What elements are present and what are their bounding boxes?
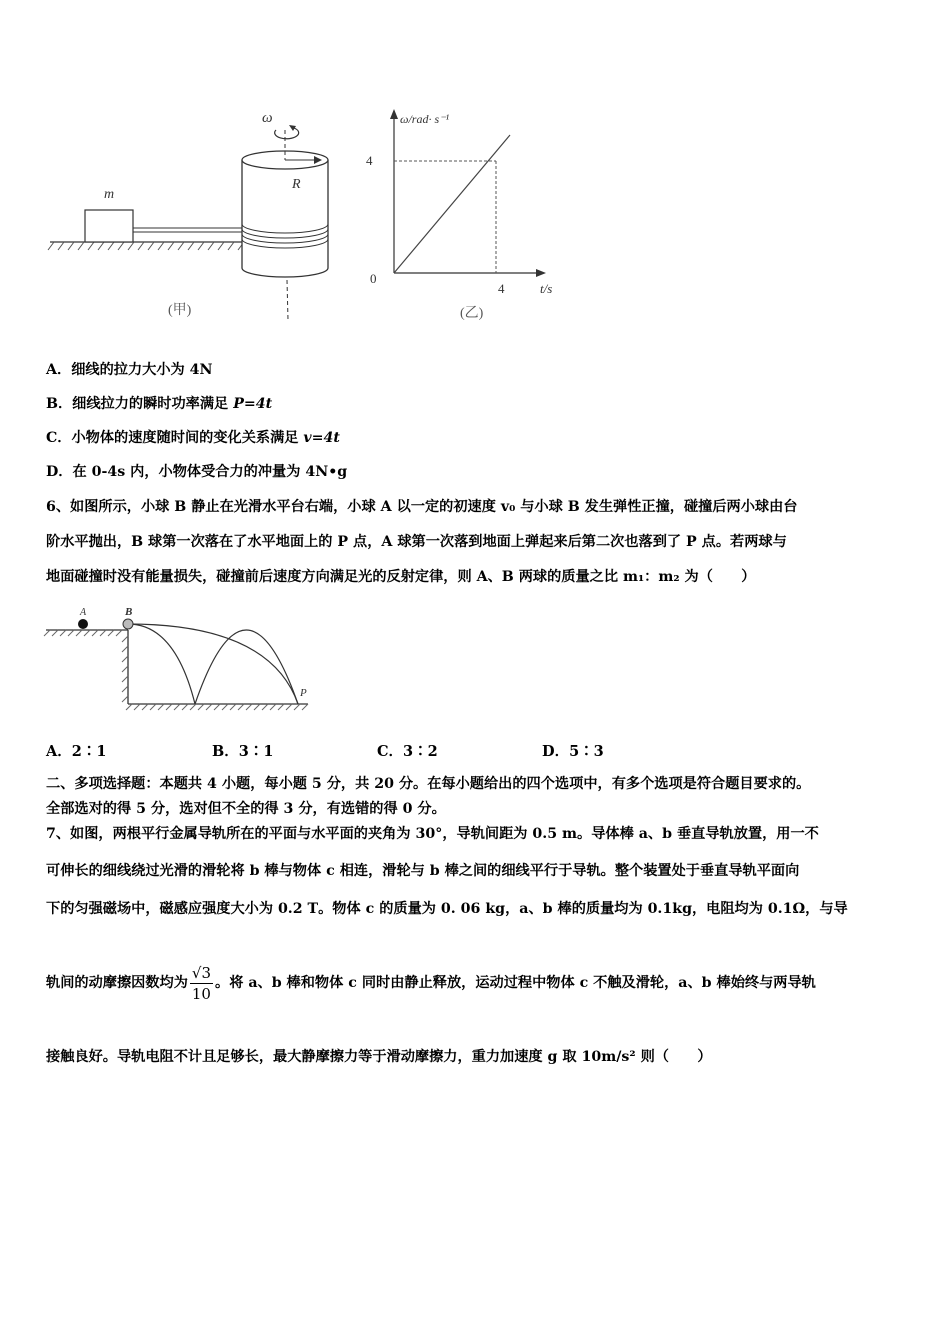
ball-b [123, 619, 133, 629]
section2-heading-line-1: 二、多项选择题：本题共 4 小题，每小题 5 分，共 20 分。在每小题给出的四个选项中，有多个选项是符合题目要求的。 [46, 776, 811, 792]
rotating-cylinder [242, 125, 328, 320]
graph-tick-x: 4 [498, 281, 505, 296]
trajectory-a-bounce [195, 630, 298, 704]
figure-yi-graph [360, 105, 580, 325]
caption-jia: (甲) [168, 303, 192, 318]
mass-label: m [104, 187, 115, 202]
trajectory-b [128, 624, 298, 704]
q6-option-a: A．2∶1 [46, 743, 107, 760]
q5-option-d: D．在 0-4s 内，小物体受合力的冲量为 4N•g [46, 464, 348, 480]
label-p: P [300, 687, 307, 699]
trajectory-a-first [128, 624, 195, 704]
friction-fraction [190, 963, 213, 1004]
q7-line-4-suffix: 。将 a、b 棒和物体 c 同时由静止释放，运动过程中物体 c 不触及滑轮，a、b 棒始终与两导轨 [215, 975, 816, 991]
q7-text-line-2: 可伸长的细线绕过光滑的滑轮将 b 棒与物体 c 相连，滑轮与 b 棒之间的细线平行于导轨。整个装置处于垂直导轨平面向 [46, 863, 800, 879]
graph-tick-y: 4 [366, 153, 373, 168]
block-m [85, 210, 133, 242]
ball-a [78, 619, 88, 629]
q5-option-a: A．细线的拉力大小为 4N [46, 362, 213, 378]
label-a: A [80, 607, 87, 618]
fraction-numerator: √3 [191, 963, 211, 982]
q6-option-d: D．5∶3 [542, 743, 604, 760]
graph-x-axis-label: t/s [540, 281, 553, 296]
section2-heading-line-2: 全部选对的得 5 分，选对但不全的得 3 分，有选错的得 0 分。 [46, 801, 446, 817]
caption-yi: (乙) [460, 306, 484, 321]
q5-option-c-text: C．小物体的速度随时间的变化关系满足 [46, 430, 304, 446]
radius-label: R [292, 177, 301, 192]
q6-option-b: B．3∶1 [212, 743, 274, 760]
label-b: B [125, 606, 133, 618]
q5-option-c [46, 428, 340, 448]
omega-t-line [394, 135, 510, 273]
q5-option-b-text: B．细线拉力的瞬时功率满足 [46, 396, 234, 412]
q7-text-line-1: 7、如图，两根平行金属导轨所在的平面与水平面的夹角为 30°，导轨间距为 0.5 m。导体棒 a、b 垂直导轨放置，用一不 [46, 826, 819, 842]
q6-text-line-1: 6、如图所示，小球 B 静止在光滑水平台右端，小球 A 以一定的初速度 v₀ 与小球 B 发生弹性正撞，碰撞后两小球由台 [46, 499, 798, 515]
q6-text-line-2: 阶水平抛出，B 球第一次落在了水平地面上的 P 点，A 球第一次落到地面上弹起来后第二次也落到了 P 点。若两球与 [46, 534, 787, 550]
figure-jia [40, 100, 360, 325]
q6-option-c: C．3∶2 [377, 743, 438, 760]
graph-y-axis-label: ω/rad· s⁻¹ [400, 112, 450, 126]
fraction-denominator: 10 [191, 984, 211, 1003]
q5-option-b-formula: P=4t [233, 396, 273, 412]
omega-label: ω [262, 110, 273, 126]
q7-text-line-3: 下的匀强磁场中，磁感应强度大小为 0.2 T。物体 c 的质量为 0. 06 kg，a、b 棒的质量均为 0.1kg，电阻均为 0.1Ω，与导 [46, 901, 848, 917]
q7-text-line-4 [46, 962, 816, 1004]
q7-text-line-5: 接触良好。导轨电阻不计且足够长，最大静摩擦力等于滑动摩擦力，重力加速度 g 取 10m/s² 则（ ） [46, 1049, 712, 1065]
q5-option-c-formula: v=4t [303, 430, 340, 446]
q5-option-b [46, 394, 272, 414]
graph-origin: 0 [370, 271, 377, 286]
q7-line-4-prefix: 轨间的动摩擦因数均为 [46, 975, 188, 991]
figure-q6 [40, 604, 320, 722]
q6-text-line-3: 地面碰撞时没有能量损失，碰撞前后速度方向满足光的反射定律，则 A、B 两球的质量之比 m₁：m₂ 为（ ） [46, 569, 756, 585]
